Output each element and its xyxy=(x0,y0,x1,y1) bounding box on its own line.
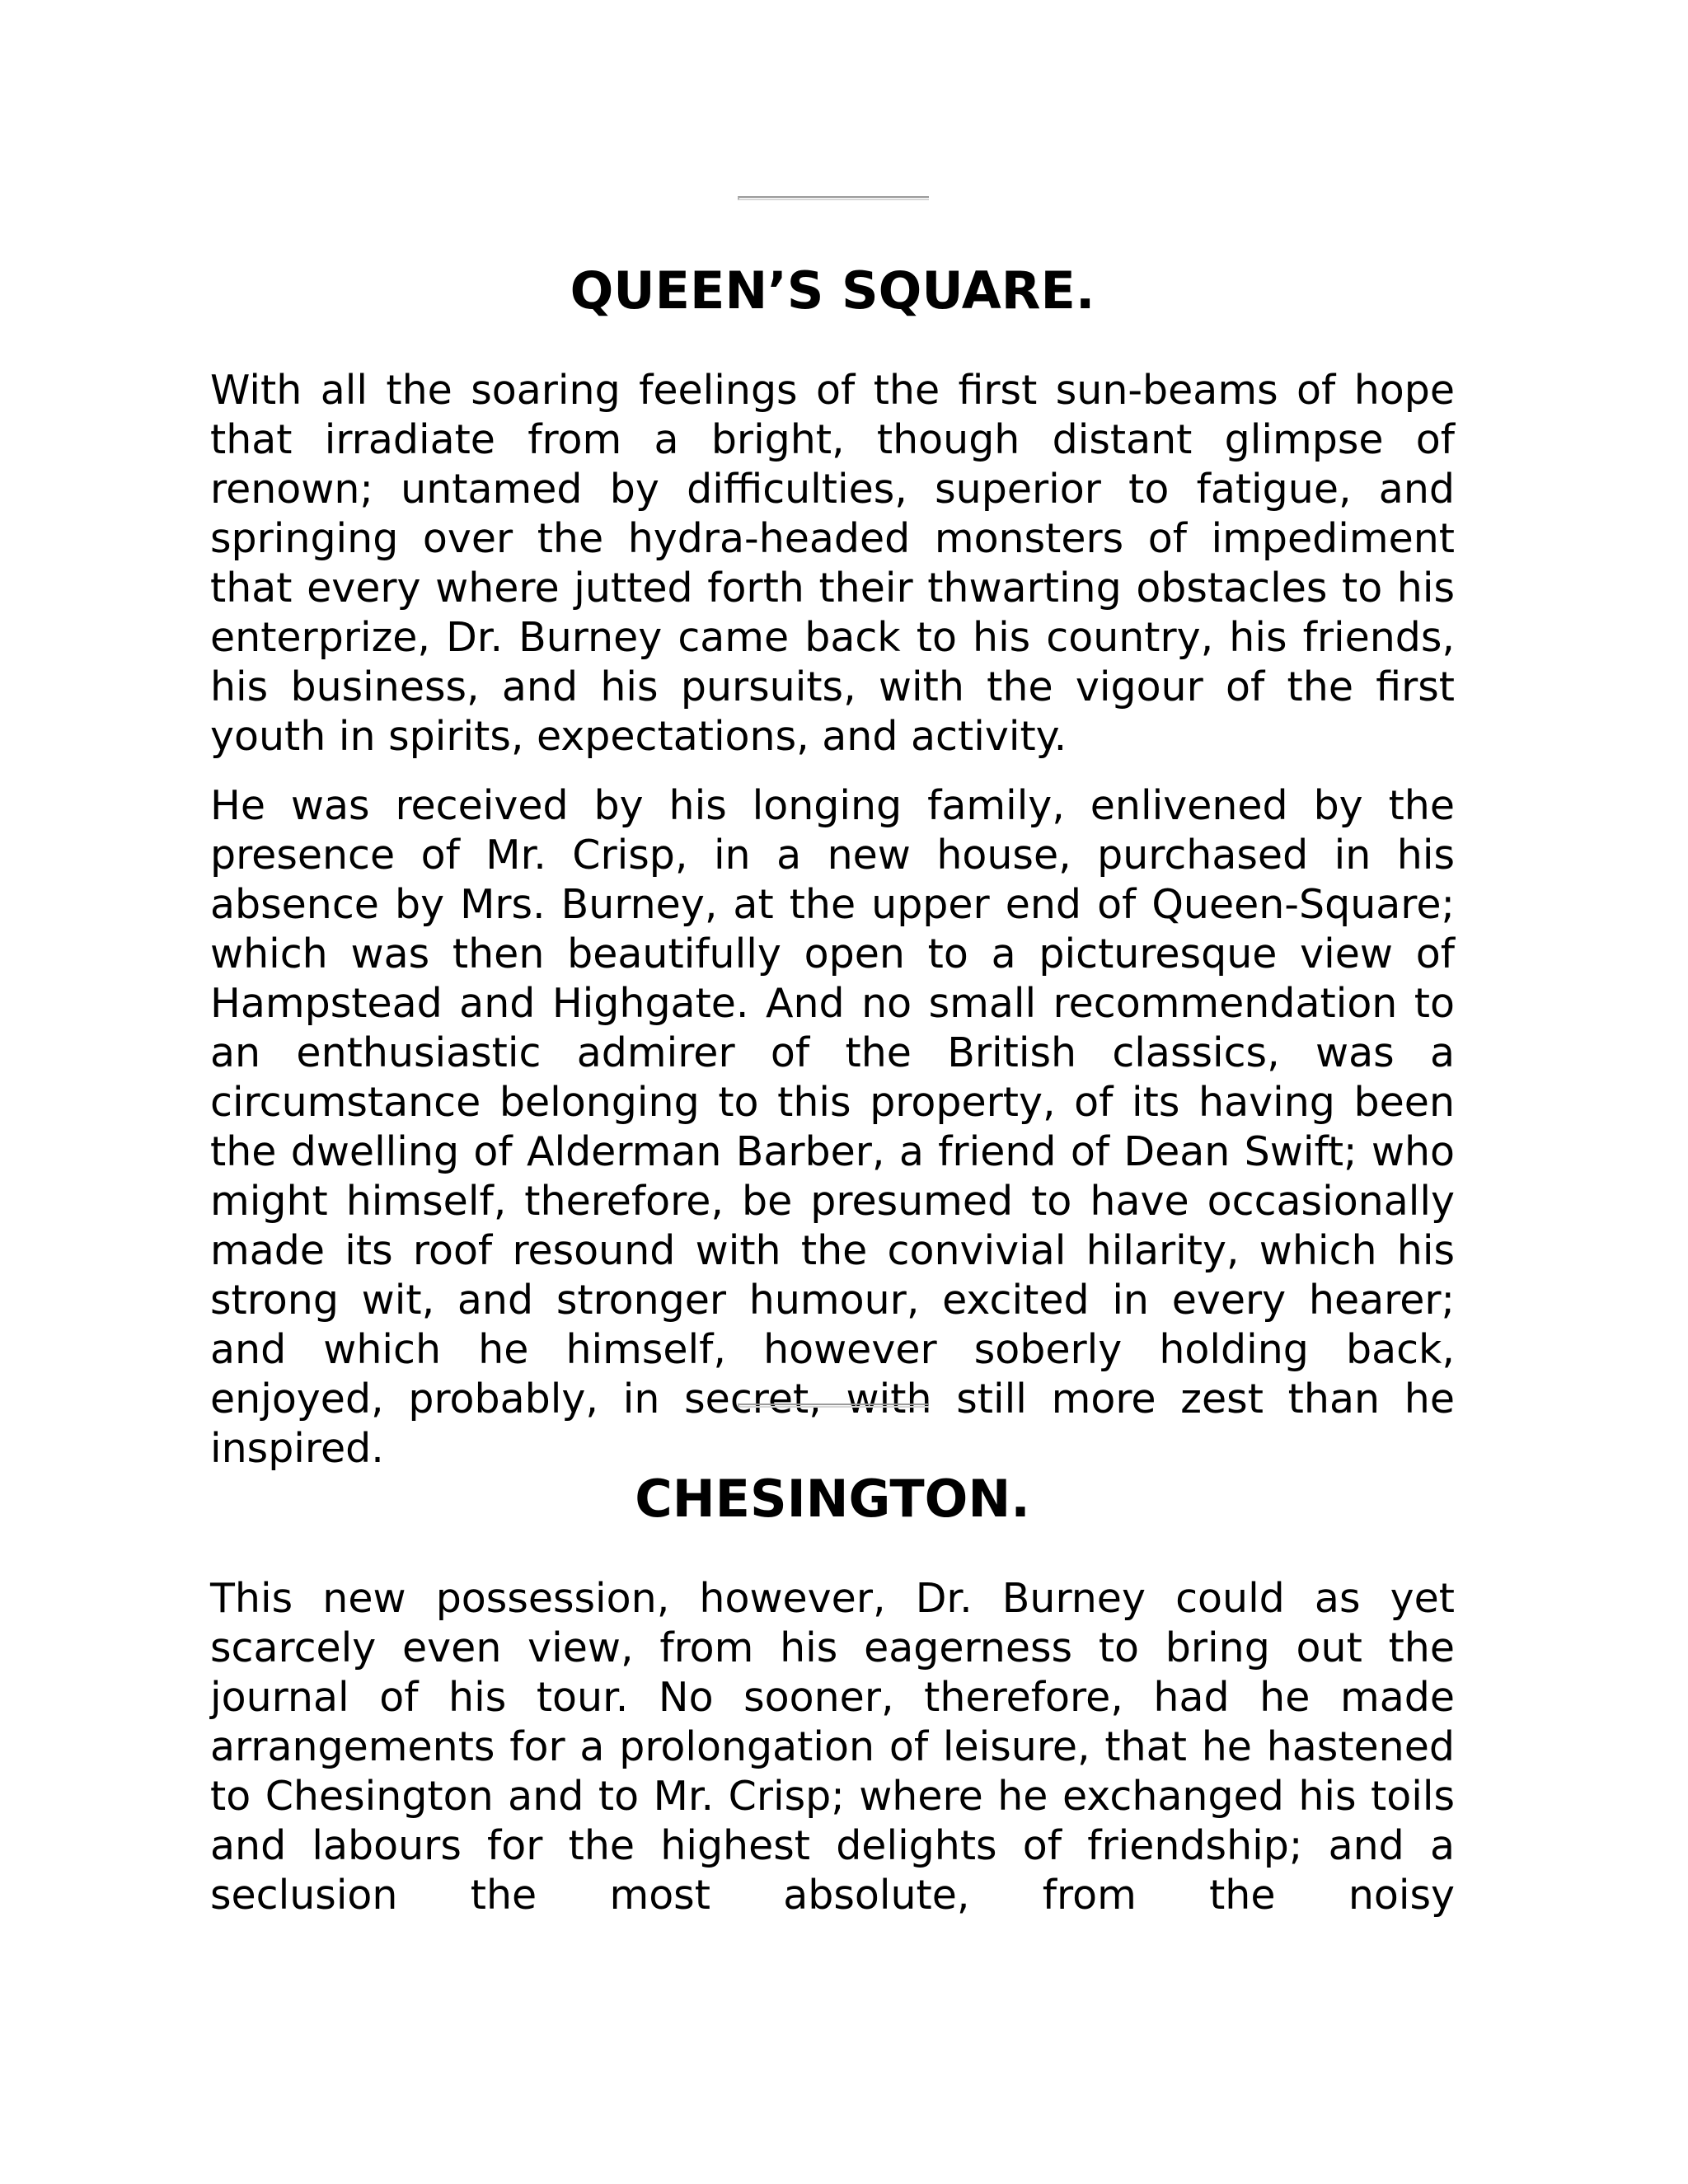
section-queens-square xyxy=(210,262,1455,1493)
section-chesington xyxy=(210,1470,1455,1940)
paragraph: This new possession, however, Dr. Burney could as yet scarcely even view, from his eagerness to bring out the journal of his tour. No sooner, therefore, had he made arrangements for a prolongation of leisure, that he hastened to Chesington and to Mr. Crisp; where he exchanged his toils and labours for the highest delights of friendship; and a seclusion the most absolute, from the noisy xyxy=(210,1575,1455,1919)
paragraph: With all the soaring feelings of the first sun-beams of hope that irradiate from a bright, though distant glimpse of renown; untamed by difficulties, superior to fatigue, and springing over the hydra-headed monsters of impediment that every where jutted forth their thwarting obstacles to his enterprize, Dr. Burney came back to his country, his friends, his business, and his pursuits, with the vigour of the first youth in spirits, expectations, and activity. xyxy=(210,367,1455,760)
section-divider xyxy=(738,196,929,200)
paragraph: He was received by his longing family, enlivened by the presence of Mr. Crisp, in a new house, purchased in his absence by Mrs. Burney, at the upper end of Queen-Square; which was then beautifully open to a picturesque view of Hampstead and Highgate. And no small recommendation to an enthusiastic admirer of the British classics, was a circumstance belonging to this property, of its having been the dwelling of Alderman Barber, a friend of Dean Swift; who might himself, therefore, be presumed to have occasionally made its roof resound with the convivial hilarity, which his strong wit, and stronger humour, excited in every hearer; and which he himself, however soberly holding back, enjoyed, probably, in secret, with still more zest than he inspired. xyxy=(210,782,1455,1472)
section-heading: QUEEN’S SQUARE. xyxy=(570,260,1095,321)
section-divider xyxy=(738,1404,929,1408)
section-heading: CHESINGTON. xyxy=(635,1469,1030,1529)
